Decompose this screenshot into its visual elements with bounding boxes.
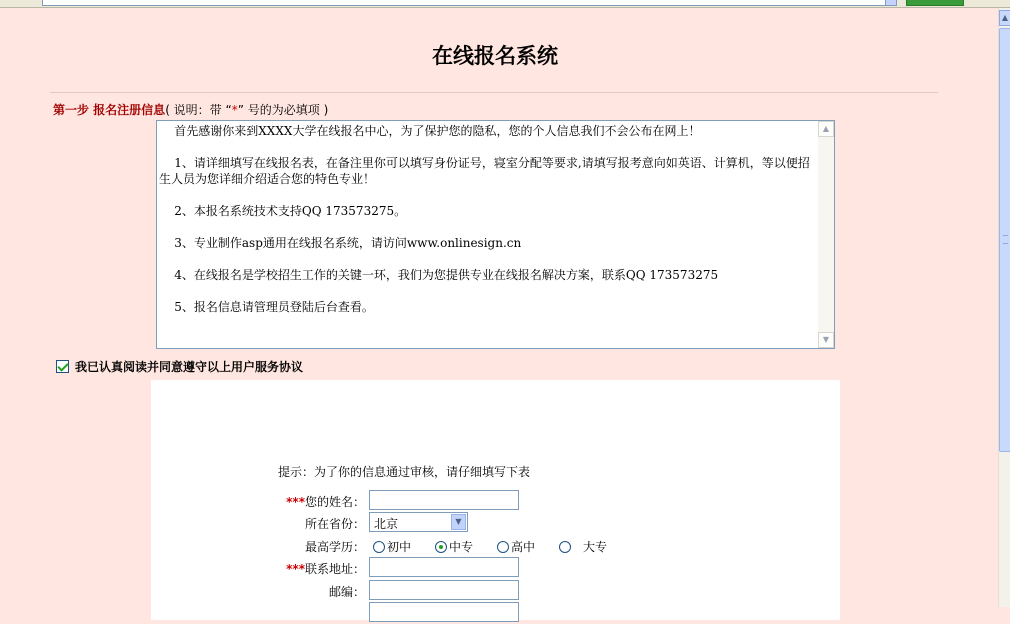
divider — [50, 92, 938, 93]
scrollbar-grip — [1003, 235, 1008, 244]
radio-button-selected[interactable] — [435, 541, 447, 553]
scroll-down-arrow-icon[interactable]: ▼ — [818, 332, 834, 348]
province-select[interactable] — [369, 512, 468, 532]
agreement-scrollbar[interactable] — [818, 121, 834, 348]
zip-input[interactable] — [369, 580, 519, 600]
form-hint: 提示：为了你的信息通过审核，请仔细填写下表 — [278, 465, 531, 479]
page-title: 在线报名系统 — [432, 43, 558, 68]
education-option-high-school[interactable]: 高中 — [497, 538, 535, 555]
agreement-text: 首先感谢你来到XXXX大学在线报名中心，为了保护您的隐私，您的个人信息我们不会公布在网上！ 1、请详细填写在线报名表，在备注里你可以填写身份证号，寝室分配等要求,请填写报考意向如英语、计算机，等以便招生人员为您详细介绍适合您的特色专业！ 2、本报名系统技术支持QQ 173573275。 3、专业制作asp通用在线报名系统，请访问www.onlinesign.cn 4、在线报名是学校招生工作的关键一环，我们为您提供专业在线报名解决方案，联系QQ 173573275 5、报名信息请管理员登陆后台查看。 — [159, 124, 810, 314]
address-bar[interactable] — [42, 0, 897, 6]
education-option-college[interactable]: 大专 — [559, 538, 607, 555]
scroll-up-arrow-icon[interactable]: ▲ — [818, 121, 834, 137]
education-label: 最高学历： — [304, 540, 365, 554]
scroll-up-arrow-icon[interactable]: ▲ — [999, 10, 1010, 26]
province-label: 所在省份： — [304, 517, 365, 531]
name-row — [151, 490, 840, 512]
required-mark: *** — [286, 562, 305, 576]
education-option-junior-high[interactable]: 初中 — [373, 538, 411, 555]
province-row — [151, 512, 840, 534]
agree-label[interactable]: 我已认真阅读并同意遵守以上用户服务协议 — [75, 360, 304, 374]
next-field-input[interactable] — [369, 602, 519, 622]
radio-button[interactable] — [559, 541, 571, 553]
radio-button[interactable] — [373, 541, 385, 553]
radio-button[interactable] — [497, 541, 509, 553]
go-button[interactable] — [906, 0, 964, 6]
agree-checkbox[interactable] — [56, 360, 69, 373]
address-label: ***联系地址： — [286, 562, 365, 576]
chevron-down-icon[interactable]: ▼ — [451, 514, 466, 530]
zip-row — [151, 580, 840, 602]
zip-label: 邮编： — [328, 585, 365, 599]
name-input[interactable] — [369, 490, 519, 510]
step-header — [53, 101, 328, 118]
required-note: ( 说明：带 “*” 号的为必填项 ) — [165, 103, 329, 117]
address-input[interactable] — [369, 557, 519, 577]
page-scrollbar[interactable] — [998, 8, 1010, 607]
education-option-vocational[interactable]: 中专 — [435, 538, 473, 555]
address-row — [151, 557, 840, 579]
education-row — [151, 535, 840, 557]
agree-row — [56, 358, 303, 375]
name-label: ***您的姓名： — [286, 495, 365, 509]
province-selected: 北京 — [374, 517, 399, 531]
next-row-partial — [151, 602, 840, 624]
agreement-textarea[interactable] — [156, 120, 835, 349]
registration-form — [151, 380, 840, 620]
required-star: * — [231, 103, 238, 117]
step-label: 第一步 报名注册信息 — [53, 103, 166, 117]
address-dropdown-button[interactable] — [885, 0, 897, 6]
required-mark: *** — [286, 495, 305, 509]
page-scrollbar-thumb[interactable] — [999, 28, 1010, 452]
browser-toolbar — [0, 0, 1010, 8]
